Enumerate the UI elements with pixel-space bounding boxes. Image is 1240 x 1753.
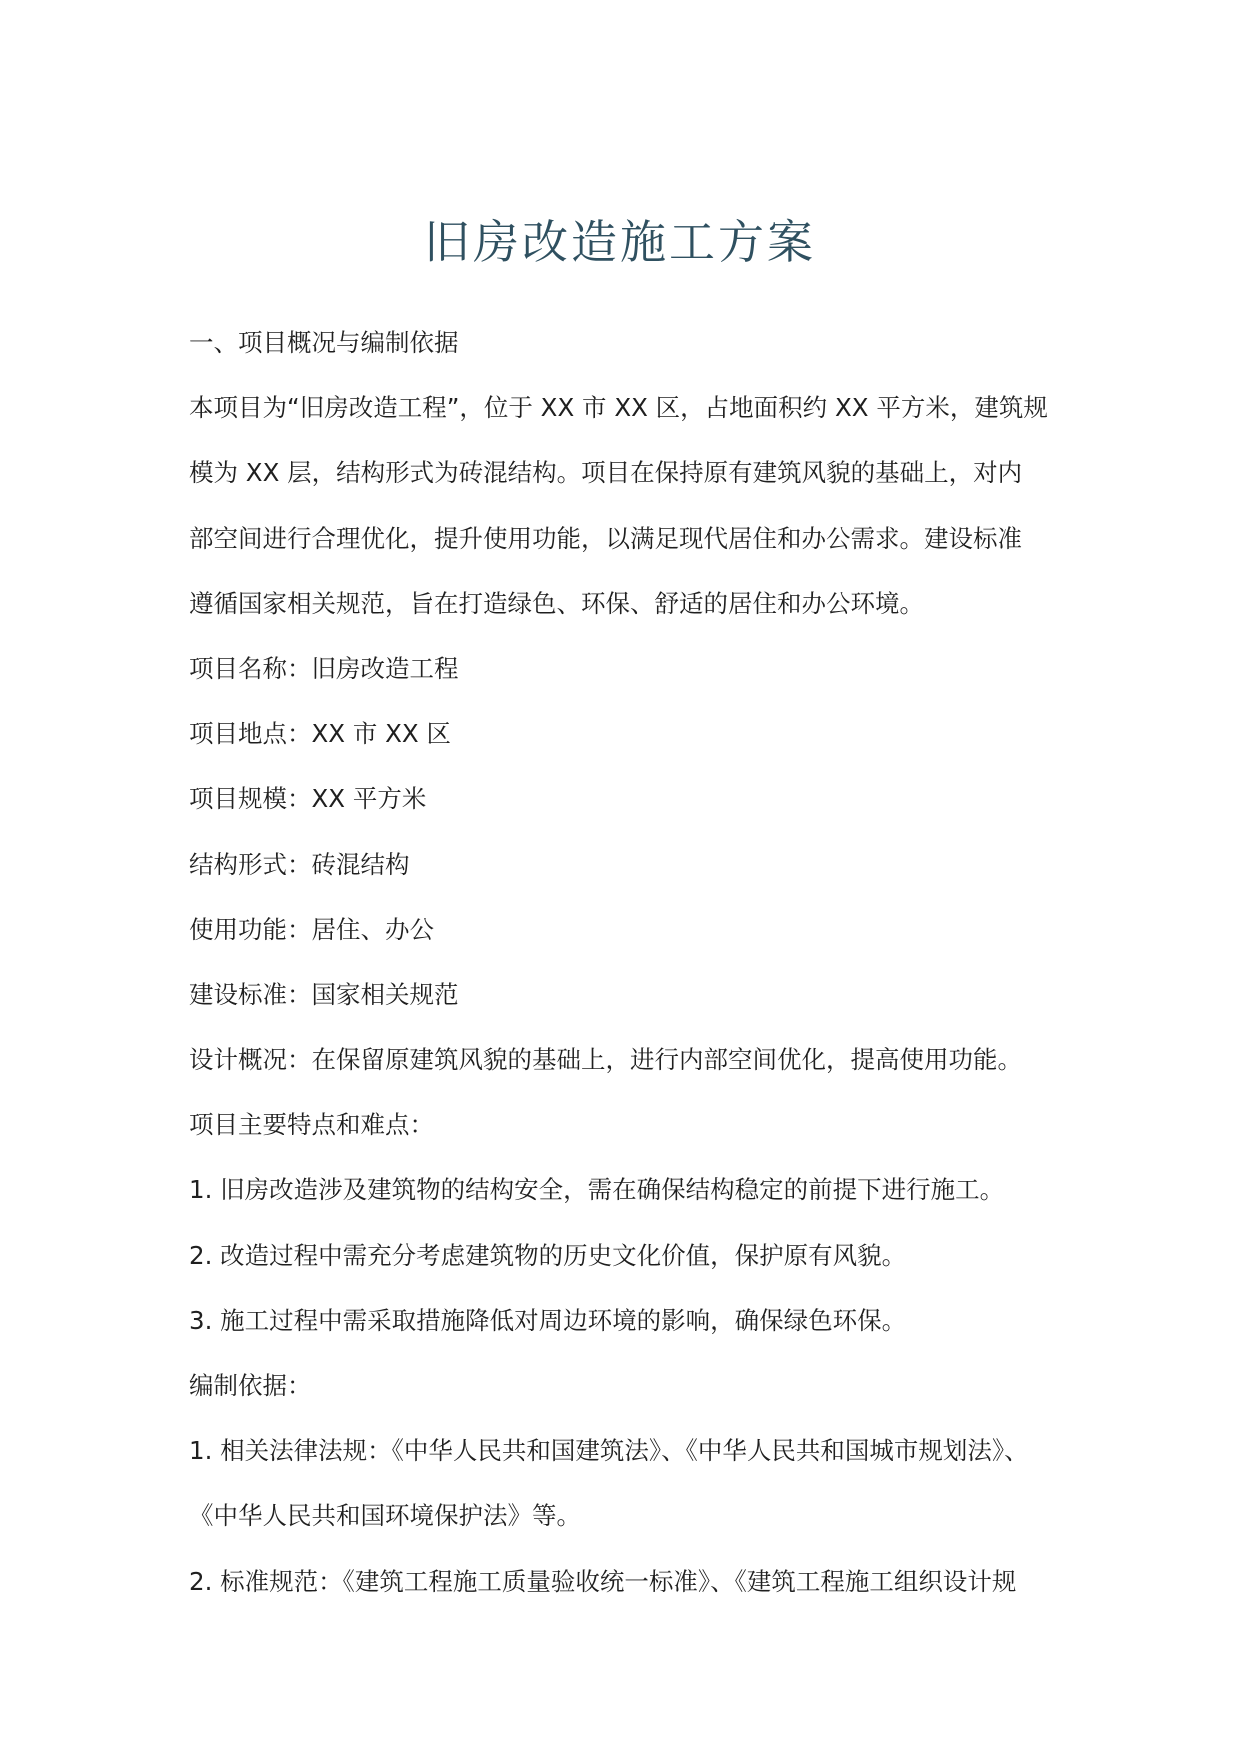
design-overview-line: 设计概况：在保留原建筑风貌的基础上，进行内部空间优化，提高使用功能。 xyxy=(189,1045,1022,1075)
list-item: 1. 相关法律法规：《中华人民共和国建筑法》、《中华人民共和国城市规划法》、 xyxy=(189,1436,1029,1466)
project-scale-line: 项目规模：XX 平方米 xyxy=(189,784,427,814)
list-item: 2. 改造过程中需充分考虑建筑物的历史文化价值，保护原有风貌。 xyxy=(189,1240,907,1270)
usage-function-line: 使用功能：居住、办公 xyxy=(189,914,434,944)
construction-standard-line: 建设标准：国家相关规范 xyxy=(189,979,459,1009)
list-item: 2. 标准规范：《建筑工程施工质量验收统一标准》、《建筑工程施工组织设计规 xyxy=(189,1566,1017,1596)
list-item: 3. 施工过程中需采取措施降低对周边环境的影响，确保绿色环保。 xyxy=(189,1305,907,1335)
project-name-line: 项目名称：旧房改造工程 xyxy=(189,653,459,683)
basis-heading: 编制依据： xyxy=(189,1371,312,1400)
project-location-line: 项目地点：XX 市 XX 区 xyxy=(189,719,451,749)
paragraph-line: 遵循国家相关规范，旨在打造绿色、环保、舒适的居住和办公环境。 xyxy=(189,588,924,618)
list-item: 1. 旧房改造涉及建筑物的结构安全，需在确保结构稳定的前提下进行施工。 xyxy=(189,1175,1005,1205)
paragraph-line: 部空间进行合理优化，提升使用功能，以满足现代居住和办公需求。建设标准 xyxy=(189,523,1022,553)
structure-type-line: 结构形式：砖混结构 xyxy=(189,849,410,879)
paragraph-line: 本项目为“旧房改造工程”，位于 XX 市 XX 区，占地面积约 XX 平方米，建筑规 xyxy=(189,393,1048,423)
paragraph-line: 模为 XX 层，结构形式为砖混结构。项目在保持原有建筑风貌的基础上，对内 xyxy=(189,458,1023,488)
list-item-continuation: 《中华人民共和国环境保护法》等。 xyxy=(189,1501,581,1531)
document-body xyxy=(189,320,1069,1624)
features-heading: 项目主要特点和难点： xyxy=(189,1110,434,1140)
document-title: 旧房改造施工方案 xyxy=(424,215,816,269)
section-heading: 一、项目概况与编制依据 xyxy=(189,328,459,357)
